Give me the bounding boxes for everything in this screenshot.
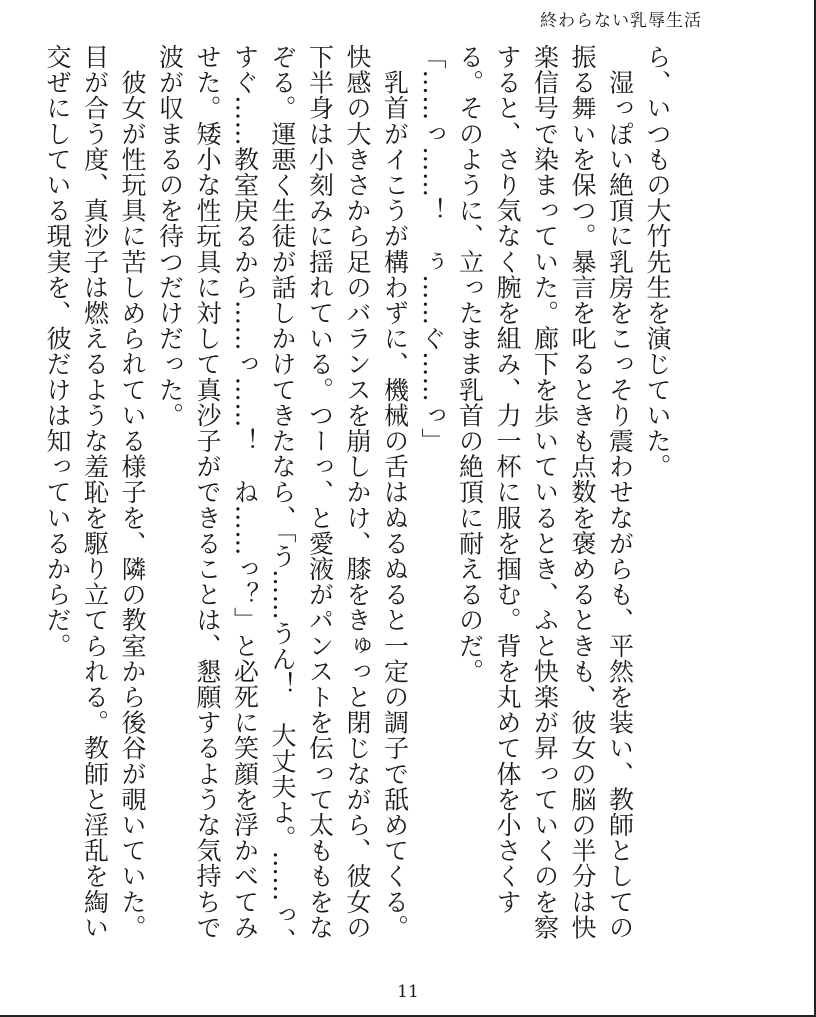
- paragraph: ら、いつもの大竹先生を演じていた。: [643, 44, 672, 480]
- paragraph: 彼女が性玩具に苦しめられている様子を、隣の教室から後谷が覗いていた。目が合う度、真沙子は燃えるような羞恥を駆り立てられる。教師と淫乱を綯い交ぜにしている現実を、彼だけは知っているからだ。: [43, 44, 147, 940]
- paragraph: 湿っぽい絶頂に乳房をこっそり震わせながらも、平然を装い、教師としての振る舞いを保つ。暴言を叱るときも点数を褒めるときも、彼女の脳の半分は快楽信号で染まっていた。廊下を歩いているとき、ふと快楽が昇っていくのを察すると、さり気なく腕を組み、力一杯に服を掴む。背を丸めて体を小さくする。そのように、立ったまま乳首の絶頂に耐えるのだ。: [455, 44, 635, 940]
- dialogue-line: 「……っ……！ ぅ……ぐ……っ」: [418, 44, 447, 454]
- paragraph: 乳首がイこうが構わずに、機械の舌はぬるぬると一定の調子で舐めてくる。快感の大きさから足のバランスを崩しかけ、膝をきゅっと閉じながら、彼女の下半身は小刻みに揺れている。つーっ、と愛液がパンストを伝って太ももをなぞる。運悪く生徒が話しかけてきたなら、「う……うん！ 大丈夫よ。……っ、すぐ……教室戻るから……っ……！ ね……っ？」と必死に笑顔を浮かべてみせた。矮小な性玩具に対して真沙子ができることは、懇願するような気持ちで波が収まるのを待つだけだった。: [155, 44, 410, 954]
- running-header-title: 終わらない乳辱生活: [540, 11, 702, 31]
- vertical-body-text: [43, 44, 676, 964]
- page-number: 11: [397, 982, 419, 1002]
